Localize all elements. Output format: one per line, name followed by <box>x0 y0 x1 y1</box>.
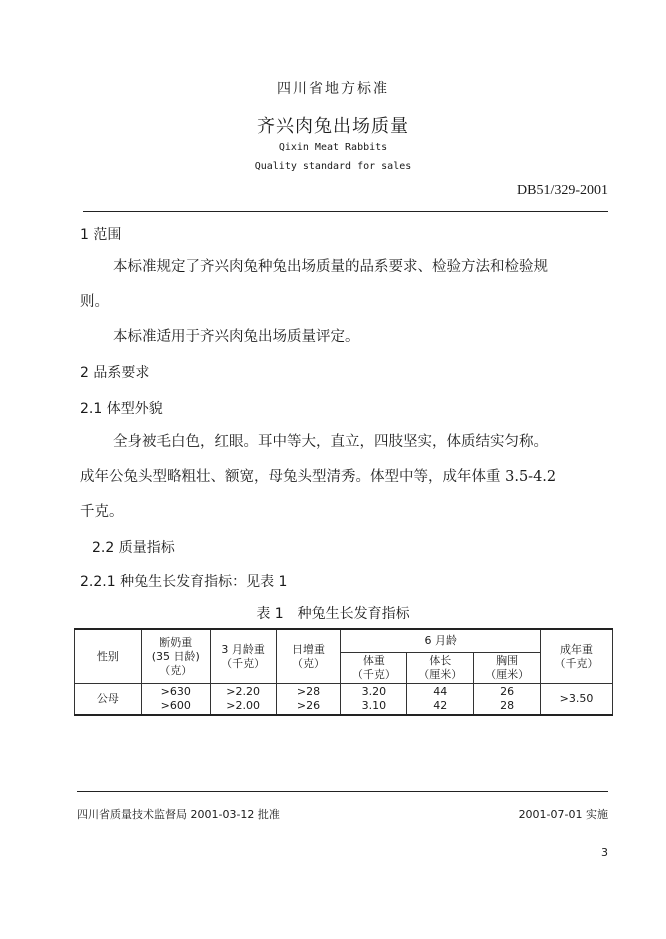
cell-6-month-length: 44 42 <box>407 684 474 716</box>
english-title-line-1: Qixin Meat Rabbits <box>278 142 388 153</box>
cell-daily-gain: >28 >26 <box>276 684 341 716</box>
standard-category: 四川省地方标准 <box>277 81 389 97</box>
document-title: 齐兴肉兔出场质量 <box>257 116 409 137</box>
footer-divider <box>77 791 608 792</box>
section-2-2-heading: 2.2 质量指标 <box>92 540 175 556</box>
growth-indicator-table <box>74 628 613 716</box>
english-title-line-2: Quality standard for sales <box>254 161 412 172</box>
section-2-2-1-heading: 2.2.1 种兔生长发育指标：见表 1 <box>80 574 288 590</box>
cell-adult-weight: >3.50 <box>541 684 613 716</box>
section-1-paragraph-line-2: 则。 <box>80 294 109 310</box>
header-sex: 性别 <box>75 629 142 684</box>
section-2-1-heading: 2.1 体型外貌 <box>80 401 163 417</box>
table-caption-title: 种兔生长发育指标 <box>297 606 410 622</box>
table-caption-label: 表 1 <box>256 606 284 622</box>
section-2-heading: 2 品系要求 <box>80 365 150 381</box>
section-2-1-line-3: 千克。 <box>80 504 124 520</box>
header-daily-gain: 日增重 （克） <box>276 629 341 684</box>
header-6-month-chest: 胸围 （厘米） <box>474 653 541 684</box>
effective-date: 2001-07-01 实施 <box>518 808 608 821</box>
page-number: 3 <box>601 846 608 859</box>
section-1-paragraph-2: 本标准适用于齐兴肉兔出场质量评定。 <box>113 329 360 345</box>
standard-code: DB51/329-2001 <box>517 183 608 198</box>
header-6-month: 6 月龄 <box>341 629 541 653</box>
cell-6-month-chest: 26 28 <box>474 684 541 716</box>
header-6-month-length: 体长 （厘米） <box>407 653 474 684</box>
section-2-1-line-1: 全身被毛白色，红眼。耳中等大，直立，四肢坚实，体质结实匀称。 <box>113 434 548 450</box>
header-weaning-weight: 断奶重 (35 日龄) （克） <box>141 629 210 684</box>
section-1-paragraph-line-1: 本标准规定了齐兴肉兔种兔出场质量的品系要求、检验方法和检验规 <box>113 259 548 275</box>
header-6-month-weight: 体重 （千克） <box>341 653 407 684</box>
header-adult-weight: 成年重 （千克） <box>541 629 613 684</box>
header-3-month-weight: 3 月龄重 （千克） <box>210 629 276 684</box>
cell-sex: 公母 <box>75 684 142 716</box>
approval-line: 四川省质量技术监督局 2001-03-12 批准 <box>77 808 280 821</box>
table-caption <box>0 603 666 623</box>
cell-3-month-weight: >2.20 >2.00 <box>210 684 276 716</box>
cell-6-month-weight: 3.20 3.10 <box>341 684 407 716</box>
table-row <box>75 684 613 716</box>
section-1-heading: 1 范围 <box>80 227 122 243</box>
cell-weaning-weight: >630 >600 <box>141 684 210 716</box>
section-2-1-line-2: 成年公兔头型略粗壮、额宽，母兔头型清秀。体型中等，成年体重 3.5-4.2 <box>80 469 557 485</box>
header-divider <box>83 211 608 212</box>
